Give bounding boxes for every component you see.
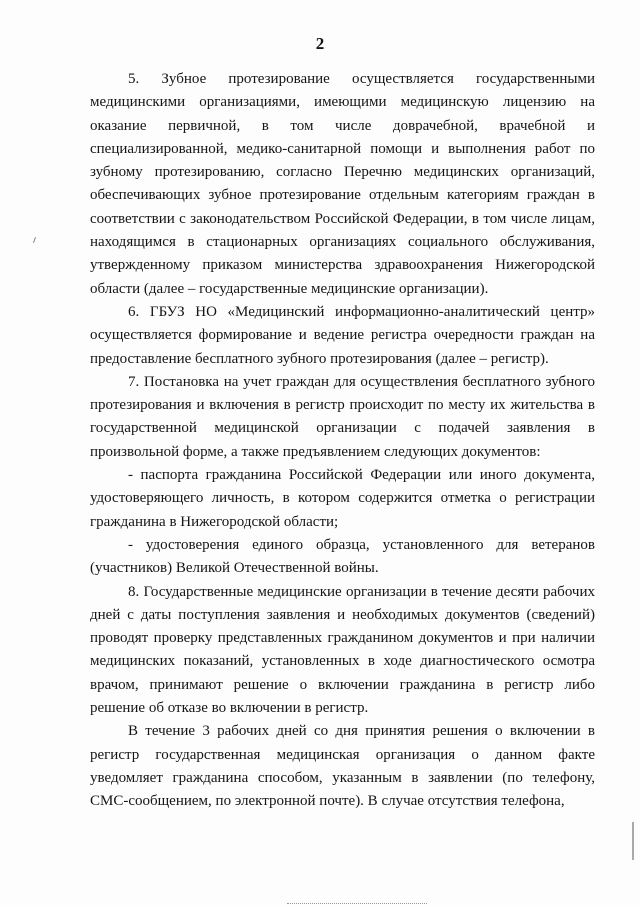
- paragraph-8-continued: В течение 3 рабочих дней со дня принятия решения о включении в регистр государственная медицинская организация о данном факте уведомляет гражданина способом, указанным в заявлении (по телефону, СМС-сообщением, по электронной почте). В случае отсутствия телефона,: [90, 723, 595, 810]
- scan-artifact-right-edge: [632, 822, 634, 860]
- list-item-veteran-certificate: - удостоверения единого образца, установленного для ветеранов (участников) Великой Отечественной войны.: [90, 536, 595, 577]
- list-item-passport: - паспорта гражданина Российской Федерации или иного документа, удостоверяющего личность, в котором содержится отметка о регистрации гражданина в Нижегородской области;: [90, 467, 595, 530]
- paragraph-7: 7. Постановка на учет граждан для осуществления бесплатного зубного протезирования и включения в регистр происходит по месту их жительства в государственной медицинской организации с подачей заявления в произвольной форме, а также предъявлением следующих документов:: [90, 373, 595, 460]
- page-number: 2: [315, 34, 325, 53]
- document-body: [90, 68, 595, 814]
- paragraph-8: 8. Государственные медицинские организации в течение десяти рабочих дней с даты поступления заявления и необходимых документов (сведений) проводят проверку представленных гражданином документов и при наличии медицинских показаний, установленных в ходе диагностического осмотра врачом, принимают решение о включении гражданина в регистр либо решение об отказе во включении в регистр.: [90, 583, 595, 717]
- paragraph-6: 6. ГБУЗ НО «Медицинский информационно-аналитический центр» осуществляется формирование и ведение регистра очередности граждан на предоставление бесплатного зубного протезирования (далее – регистр).: [90, 303, 595, 367]
- paragraph-5: 5. Зубное протезирование осуществляется государственными медицинскими организациями, имеющими медицинскую лицензию на оказание первичной, в том числе доврачебной, врачебной и специализированной, медико-санитарной помощи и выполнения работ по зубному протезированию, согласно Перечню медицинских организаций, обеспечивающих зубное протезирование отдельным категориям граждан в соответствии с законодательством Российской Федерации, в том числе лицам, находящимся в стационарных организациях социального обслуживания, утвержденному приказом министерства здравоохранения Нижегородской области (далее – государственные медицинские организации).: [90, 71, 595, 297]
- scan-artifact-left: [33, 237, 36, 243]
